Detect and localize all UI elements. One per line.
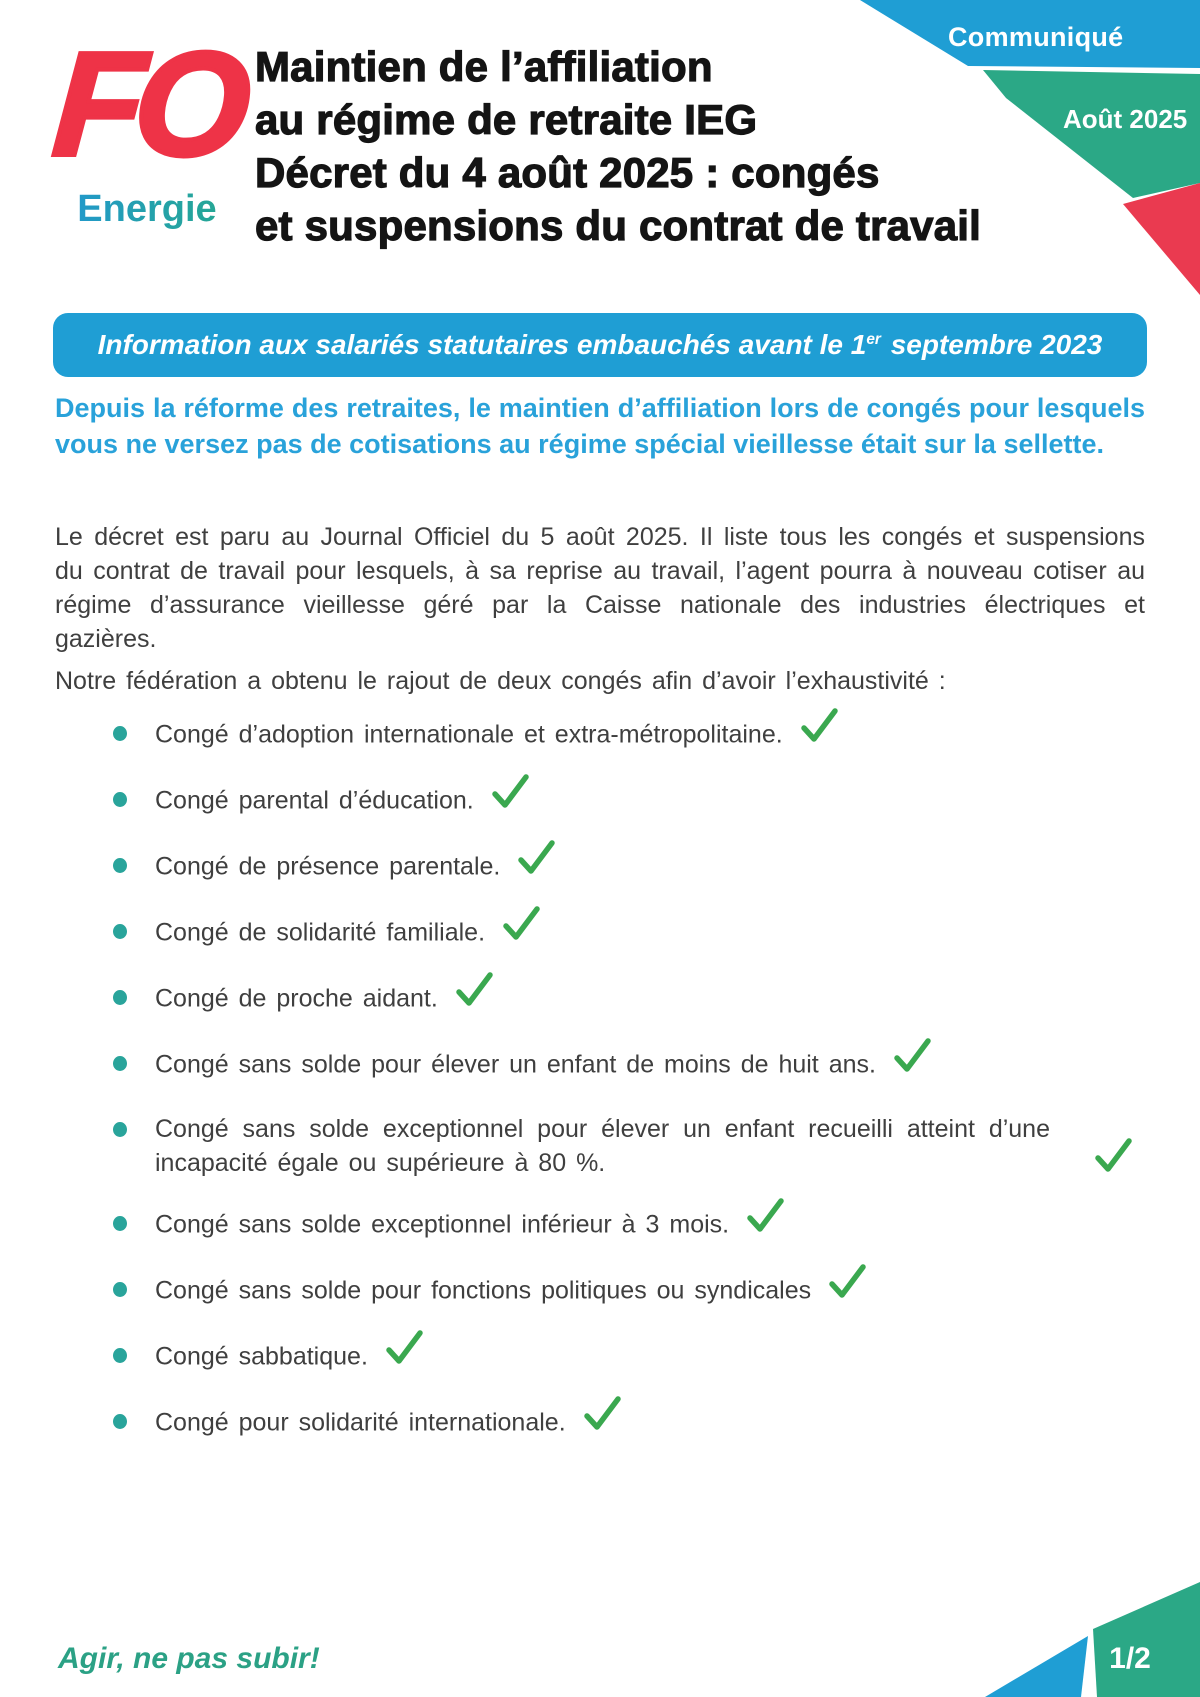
- footer-green-shape: [1093, 1582, 1200, 1697]
- bullet-icon: [113, 990, 127, 1005]
- list-item: [55, 848, 1145, 888]
- bullet-icon: [113, 1282, 127, 1297]
- lead-paragraph: Depuis la réforme des retraites, le maintien d’affiliation lors de congés pour lesquels vous ne versez pas de cotisations au régime spécial vieillesse était sur la sellette.: [55, 393, 1145, 459]
- checkmark-icon: [384, 1328, 424, 1368]
- bullet-icon: [113, 726, 127, 741]
- info-banner: [53, 313, 1147, 377]
- list-item-text: Congé sabbatique.: [155, 1342, 368, 1371]
- body-paragraph-intro-list: Notre fédération a obtenu le rajout de deux congés afin d’avoir l’exhaustivité :: [55, 667, 946, 695]
- title-line-4: et suspensions du contrat de travail: [255, 202, 982, 249]
- checkmark-icon: [582, 1394, 622, 1434]
- checkmark-icon: [892, 1036, 932, 1076]
- body-paragraph-decret: Le décret est paru au Journal Officiel du 5 août 2025. Il liste tous les congés et suspensions du contrat de travail pour lesquels, à sa reprise au travail, l’agent pourra à nouveau cotiser au régime d’assurance vieillesse géré par la Caisse nationale des industries électriques et gazières.: [55, 523, 1145, 653]
- list-item-text: Congé sans solde pour fonctions politiques ou syndicales: [155, 1276, 812, 1305]
- list-item-text: Congé de présence parentale.: [155, 852, 501, 881]
- page-number: 1/2: [1109, 1642, 1151, 1675]
- red-corner-shape: [1123, 183, 1200, 295]
- slogan-text: Agir, ne pas subir!: [58, 1642, 320, 1675]
- list-item: [55, 914, 1145, 954]
- bullet-icon: [113, 858, 127, 873]
- checkmark-icon: [1093, 1136, 1133, 1176]
- list-item-text: Congé sans solde exceptionnel inférieur à 3 mois.: [155, 1210, 730, 1239]
- date-badge: Août 2025: [1063, 104, 1188, 134]
- bullet-icon: [113, 1122, 127, 1137]
- checkmark-icon: [827, 1262, 867, 1302]
- fo-energie-logo: [48, 22, 246, 231]
- list-item-text: Congé sans solde pour élever un enfant de moins de huit ans.: [155, 1050, 876, 1079]
- list-item: [55, 1046, 1145, 1086]
- list-item: [55, 716, 1145, 756]
- list-item-text: Congé d’adoption internationale et extra-métropolitaine.: [155, 720, 783, 749]
- checkmark-icon: [799, 706, 839, 746]
- bullet-icon: [113, 924, 127, 939]
- list-item-text: Congé sans solde exceptionnel pour élever un enfant recueilli atteint d’une incapacité égale ou supérieure à 80 %.: [155, 1115, 1050, 1177]
- checkmark-icon: [516, 838, 556, 878]
- list-item: [55, 1206, 1145, 1246]
- list-item-text: Congé pour solidarité internationale.: [155, 1408, 566, 1437]
- list-item: [55, 1112, 1145, 1180]
- title-line-1: Maintien de l’affiliation: [255, 43, 713, 90]
- page-title: [255, 40, 1055, 252]
- checkmark-icon: [454, 970, 494, 1010]
- bullet-icon: [113, 792, 127, 807]
- list-item: [55, 782, 1145, 822]
- checkmark-icon: [501, 904, 541, 944]
- fo-logo-text: FO: [48, 22, 246, 187]
- checkmark-icon: [745, 1196, 785, 1236]
- ordinal-superscript: er: [866, 330, 881, 348]
- bullet-icon: [113, 1414, 127, 1429]
- list-item: [55, 1404, 1145, 1444]
- footer-blue-triangle: [985, 1636, 1088, 1697]
- bullet-icon: [113, 1056, 127, 1071]
- title-line-2: au régime de retraite IEG: [255, 96, 758, 143]
- list-item: [55, 1272, 1145, 1312]
- footer-corner-decoration: [985, 1537, 1200, 1697]
- communique-badge: Communiqué: [948, 22, 1124, 52]
- info-banner-text: Information aux salariés statutaires embauchés avant le 1er septembre 2023: [97, 329, 1103, 360]
- list-item-text: Congé de proche aidant.: [155, 984, 438, 1013]
- list-item: [55, 1338, 1145, 1378]
- checkmark-icon: [490, 772, 530, 812]
- list-item: [55, 980, 1145, 1020]
- list-item-text: Congé de solidarité familiale.: [155, 918, 486, 947]
- energie-logo-text: Energie: [52, 188, 242, 231]
- conges-checklist: [55, 716, 1145, 1470]
- bullet-icon: [113, 1348, 127, 1363]
- title-line-3: Décret du 4 août 2025 : congés: [255, 149, 880, 196]
- bullet-icon: [113, 1216, 127, 1231]
- list-item-text: Congé parental d’éducation.: [155, 786, 474, 815]
